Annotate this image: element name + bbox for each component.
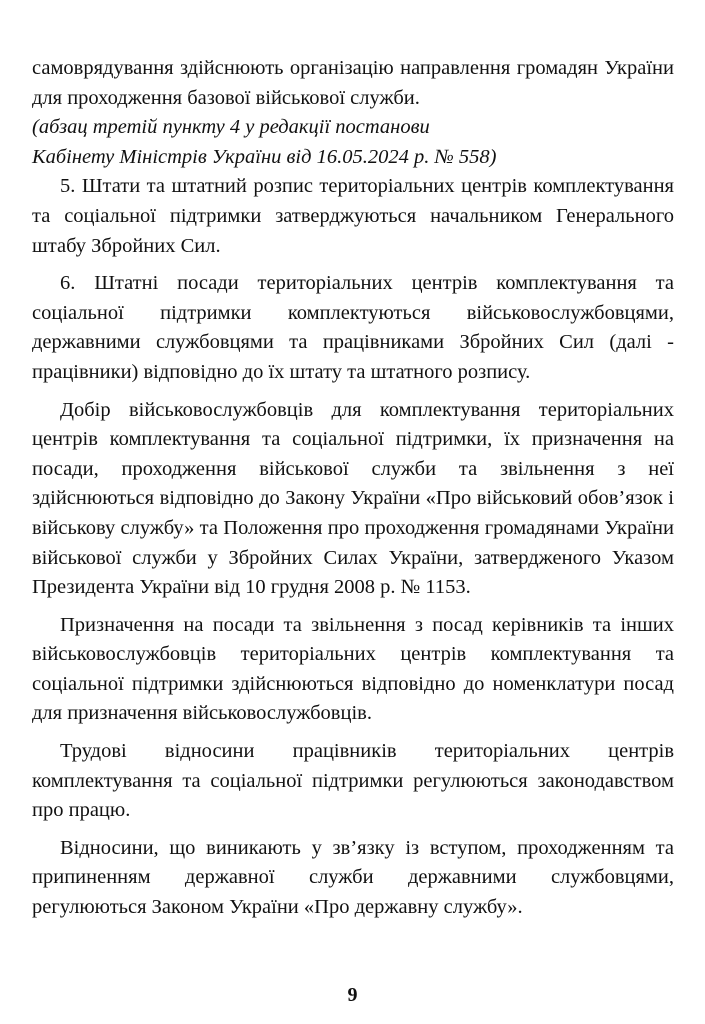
document-page — [32, 54, 674, 923]
paragraph-appointment: Призначення на посади та звільнення з посад керівників та інших військовослужбовців територіальних центрів комплектування та соціальної підтримки здійснюються відповідно до номенклатури посад для призначення військовослужбовців. — [32, 613, 674, 725]
paragraph-fragment: самоврядування здійснюють організацію направлення громадян України для проходження базової військової служби. — [32, 57, 674, 109]
amendment-note-line-2: Кабінету Міністрів України від 16.05.2024 р. № 558) — [32, 145, 497, 168]
page-number: 9 — [347, 984, 358, 1006]
paragraph-labor-relations: Трудові відносини працівників територіальних центрів комплектування та соціальної підтримки регулюються законодавством про працю. — [32, 740, 674, 822]
paragraph-civil-service: Відносини, що виникають у зв’язку із вступом, проходженням та припиненням державної служби державними службовцями, регулюються Законом України «Про державну службу». — [32, 836, 674, 919]
paragraph-selection: Добір військовослужбовців для комплектування територіальних центрів комплектування та соціальної підтримки, їх призначення на посади, проходження військової служби та звільнення з неї здійснюються відповідно до Закону України «Про військовий обов’язок і військову службу» та Положення про проходження громадянами України військової служби у Збройних Силах України, затвердженого Указом Президента України від 10 грудня 2008 р. № 1153. — [32, 398, 674, 599]
paragraph-5: 5. Штати та штатний розпис територіальних центрів комплектування та соціальної підтримки затверджуються начальником Генерального штабу Збройних Сил. — [32, 175, 674, 257]
paragraph-6: 6. Штатні посади територіальних центрів комплектування та соціальної підтримки комплектуються військовослужбовцями, державними службовцями та працівниками Збройних Сил (далі - працівники) відповідно до їх штату та штатного розпису. — [32, 272, 674, 383]
amendment-note-line-1: (абзац третій пункту 4 у редакції постанови — [32, 116, 430, 139]
